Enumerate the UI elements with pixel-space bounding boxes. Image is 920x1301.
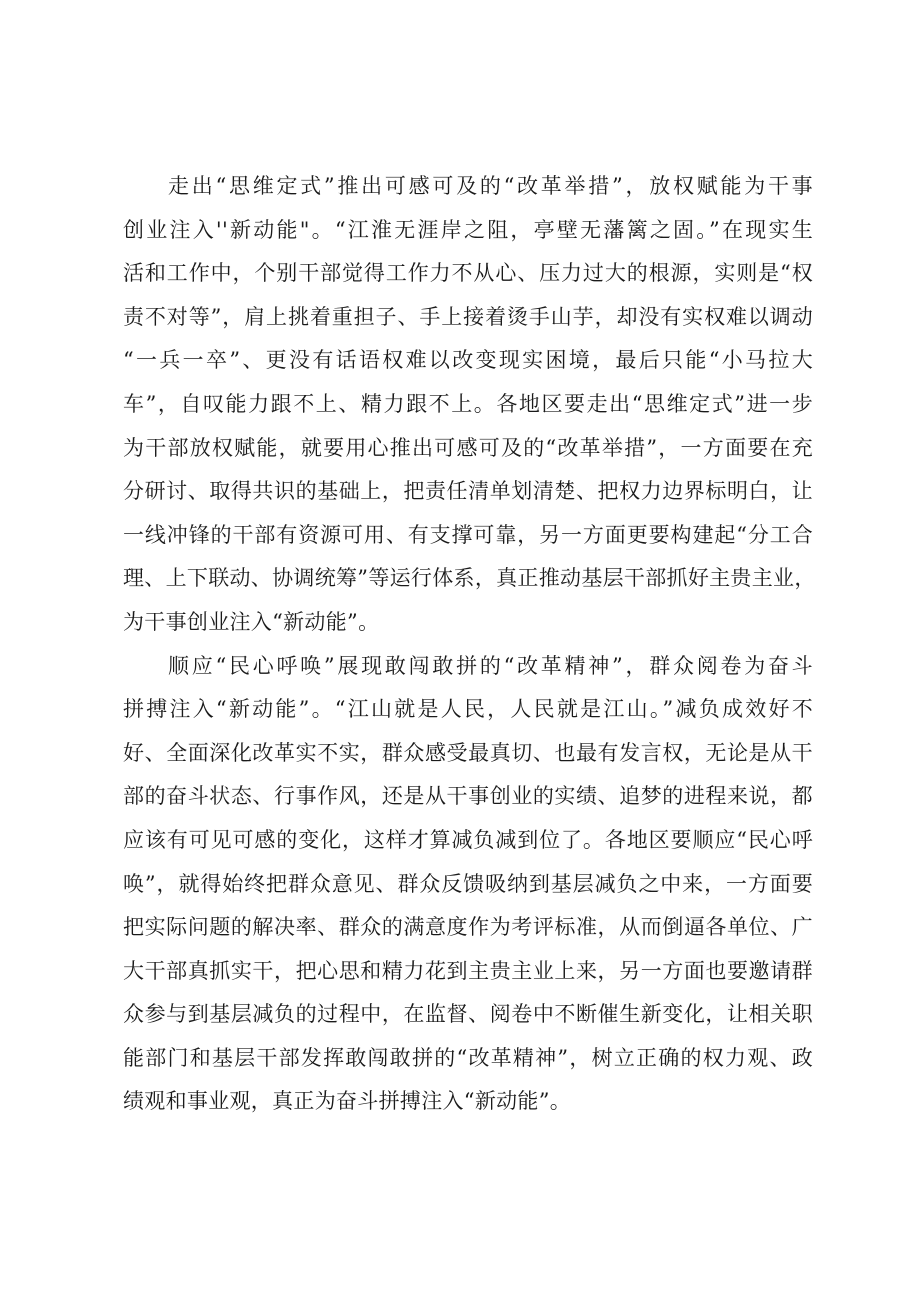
paragraph-1-line-5: “一兵一卒”、更没有话语权难以改变现实困境，最后只能“小马拉大 [123, 348, 813, 373]
paragraph-2-line-6: 唤”，就得始终把群众意见、群众反馈吸纳到基层减负之中来，一方面要 [123, 871, 813, 896]
document-page [123, 165, 816, 1124]
paragraph-2-line-4: 部的奋斗状态、行事作风，还是从干事创业的实绩、追梦的进程来说，都 [123, 784, 813, 809]
paragraph-1-line-4: 责不对等”，肩上挑着重担子、手上接着烫手山芋，却没有实权难以调动 [123, 304, 813, 329]
paragraph-1-line-8: 分研讨、取得共识的基础上，把责任清单划清楚、把权力边界标明白，让 [123, 479, 813, 504]
paragraph-1-line-11: 为干事创业注入“新动能”。 [123, 609, 380, 634]
paragraph-1-line-2: 创业注入''新动能"。“江淮无涯岸之阻，亭壁无藩篱之固。”在现实生 [123, 217, 813, 242]
paragraph-1-line-7: 为干部放权赋能，就要用心推出可感可及的“改革举措”，一方面要在充 [123, 435, 813, 460]
paragraph-1 [123, 165, 816, 645]
paragraph-1-line-6: 车”，自叹能力跟不上、精力跟不上。各地区要走出“思维定式”进一步 [123, 391, 813, 416]
paragraph-1-line-1: 走出“思维定式”推出可感可及的“改革举措”，放权赋能为干事 [168, 174, 813, 198]
paragraph-2-line-2: 拼搏注入“新动能”。“江山就是人民，人民就是江山。”减负成效好不 [123, 697, 813, 722]
paragraph-2-line-1: 顺应“民心呼唤”展现敢闯敢拼的“改革精神”，群众阅卷为奋斗 [168, 653, 813, 678]
paragraph-2-line-11: 绩观和事业观，真正为奋斗拼搏注入“新动能”。 [123, 1089, 572, 1114]
paragraph-2-line-3: 好、全面深化改革实不实，群众感受最真切、也最有发言权，无论是从干 [123, 740, 813, 765]
paragraph-2-line-7: 把实际问题的解决率、群众的满意度作为考评标准，从而倒逼各单位、广 [123, 915, 813, 940]
paragraph-2-line-8: 大干部真抓实干，把心思和精力花到主贵主业上来，另一方面也要邀请群 [123, 958, 813, 983]
paragraph-1-line-3: 活和工作中，个别干部觉得工作力不从心、压力过大的根源，实则是“权 [123, 261, 813, 286]
paragraph-1-line-10: 理、上下联动、协调统筹”等运行体系，真正推动基层干部抓好主贵主业， [123, 566, 816, 591]
paragraph-2-line-9: 众参与到基层减负的过程中，在监督、阅卷中不断催生新变化，让相关职 [123, 1002, 813, 1027]
paragraph-1-line-9: 一线冲锋的干部有资源可用、有支撑可靠，另一方面更要构建起“分工合 [123, 522, 813, 547]
paragraph-2-line-5: 应该有可见可感的变化，这样才算减负减到位了。各地区要顺应“民心呼 [123, 827, 813, 852]
paragraph-2-line-10: 能部门和基层干部发挥敢闯敢拼的“改革精神”，树立正确的权力观、政 [123, 1045, 813, 1070]
paragraph-2 [123, 645, 813, 1125]
